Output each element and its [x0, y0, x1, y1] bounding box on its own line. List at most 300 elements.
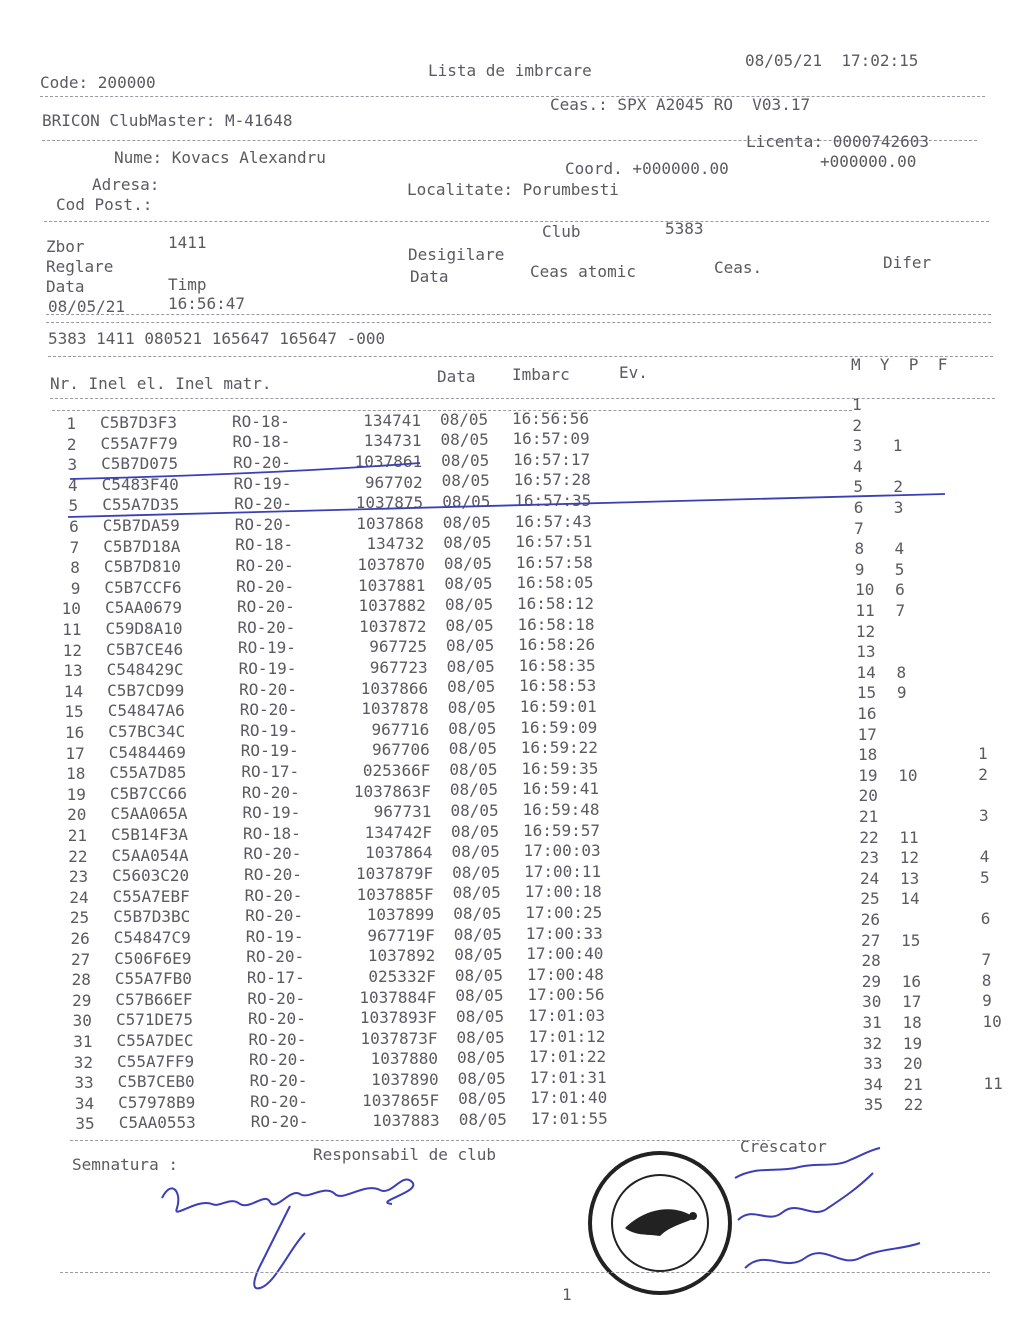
coordinates-label: Coord. +000000.00 — [565, 159, 729, 178]
f-counter: 6 — [980, 909, 991, 928]
electronic-ring: C548429C — [106, 660, 184, 680]
ring-prefix: RO-20- — [236, 576, 295, 596]
m-counter: 12 — [855, 621, 876, 641]
row-number: 13 — [63, 661, 83, 681]
embark-time: 16:57:58 — [515, 552, 593, 572]
embark-date: 08/05 — [456, 1027, 505, 1047]
ring-number: 1037880 — [370, 1049, 439, 1069]
embark-date: 08/05 — [441, 471, 490, 491]
column-header-myf: M Y P F — [851, 355, 948, 374]
ring-number: 1037878 — [361, 699, 429, 719]
embark-time: 17:01:22 — [529, 1047, 607, 1067]
row-number: 4 — [68, 475, 78, 495]
electronic-ring: C5B7DA59 — [102, 515, 180, 535]
row-number: 1 — [66, 414, 76, 433]
ring-prefix: RO-20- — [249, 1050, 307, 1070]
row-number: 7 — [69, 537, 80, 557]
print-datetime: 08/05/21 17:02:15 — [745, 51, 919, 70]
f-counter: 1 — [977, 744, 988, 764]
m-counter: 29 — [861, 971, 882, 991]
ring-number: 134742F — [364, 822, 432, 842]
embark-time: 16:57:17 — [513, 449, 591, 469]
locality-label: Localitate: Porumbesti — [407, 180, 619, 199]
m-counter: 32 — [862, 1033, 883, 1053]
y-counter: 6 — [895, 580, 905, 600]
ring-number: 1037864 — [365, 843, 433, 863]
row-number: 5 — [68, 496, 79, 516]
f-counter: 7 — [981, 950, 992, 970]
embark-time: 16:57:35 — [514, 490, 592, 510]
electronic-ring: C59D8A10 — [105, 618, 183, 638]
embark-time: 16:59:48 — [522, 799, 600, 819]
ring-number: 025366F — [362, 760, 431, 780]
electronic-ring: C5483F40 — [101, 474, 179, 494]
electronic-ring: C55A7FF9 — [117, 1051, 195, 1071]
code-label: Code: 200000 — [40, 73, 156, 92]
embark-date: 08/05 — [447, 677, 496, 697]
flight-value: 1411 — [168, 233, 207, 252]
f-counter: 2 — [978, 764, 988, 784]
ring-prefix: RO-19- — [238, 659, 297, 678]
y-counter: 5 — [894, 559, 905, 579]
electronic-ring: C55A7EBF — [112, 886, 190, 906]
m-counter: 21 — [859, 807, 879, 826]
time-label: Timp — [168, 275, 207, 294]
embark-time: 17:00:48 — [526, 964, 604, 984]
ring-number: 1037879F — [356, 863, 434, 883]
m-counter: 16 — [857, 704, 877, 723]
m-counter: 33 — [863, 1054, 883, 1074]
y-counter: 11 — [899, 827, 919, 847]
embark-date: 08/05 — [455, 986, 504, 1006]
embark-date: 08/05 — [453, 904, 502, 923]
row-number: 28 — [71, 970, 91, 990]
embark-time: 16:58:53 — [519, 676, 597, 696]
ring-prefix: RO-19- — [240, 720, 299, 740]
m-counter: 27 — [861, 930, 881, 950]
electronic-ring: C5AA065A — [110, 804, 188, 824]
ring-number: 1037863F — [353, 781, 431, 801]
m-counter: 26 — [860, 910, 881, 929]
electronic-ring: C5B7D3BC — [113, 907, 191, 927]
m-counter: 7 — [854, 518, 864, 538]
ring-prefix: RO-20- — [250, 1091, 308, 1111]
embark-date: 08/05 — [457, 1068, 506, 1088]
ring-number: 134741 — [363, 410, 421, 430]
m-counter: 30 — [862, 992, 882, 1012]
ring-number: 1037882 — [358, 596, 426, 616]
ring-prefix: RO-17- — [246, 968, 305, 987]
y-counter: 17 — [902, 992, 922, 1012]
embark-date: 08/05 — [450, 801, 499, 820]
y-counter: 8 — [896, 662, 907, 682]
f-counter: 10 — [982, 1012, 1002, 1031]
row-number: 16 — [64, 723, 85, 742]
embark-date: 08/05 — [452, 883, 501, 903]
embark-date: 08/05 — [453, 924, 502, 944]
ring-number: 1037868 — [356, 513, 424, 533]
embark-date: 08/05 — [454, 945, 503, 965]
separator — [60, 1272, 990, 1273]
embark-date: 08/05 — [446, 636, 495, 656]
embark-date: 08/05 — [440, 409, 489, 429]
ring-number: 1037890 — [371, 1069, 439, 1089]
ring-prefix: RO-18- — [232, 411, 290, 431]
electronic-ring: C5B14F3A — [111, 824, 189, 844]
setting-label: Reglare — [46, 257, 114, 276]
m-counter: 17 — [857, 724, 877, 744]
f-counter: 5 — [980, 867, 990, 887]
row-number: 15 — [64, 702, 84, 722]
m-counter: 9 — [854, 559, 865, 579]
embark-time: 16:57:09 — [512, 429, 590, 449]
document-title: Lista de imbrcare — [428, 61, 592, 80]
embark-date: 08/05 — [448, 718, 497, 738]
ring-prefix: RO-20- — [245, 906, 303, 926]
y-counter: 14 — [900, 889, 920, 909]
row-number: 14 — [63, 681, 84, 701]
embark-time: 16:58:35 — [518, 655, 596, 675]
y-counter: 12 — [899, 848, 919, 868]
embark-date: 08/05 — [447, 698, 496, 717]
embark-date: 08/05 — [452, 862, 501, 882]
y-counter: 4 — [894, 539, 905, 559]
ring-number: 1037892 — [367, 946, 436, 966]
electronic-ring: C57978B9 — [118, 1092, 196, 1112]
embark-time: 16:58:12 — [516, 593, 594, 613]
ring-number: 025332F — [368, 966, 436, 986]
ring-number: 1037875 — [355, 493, 424, 513]
m-counter: 31 — [862, 1013, 882, 1032]
ring-number: 1037884F — [359, 987, 437, 1007]
flight-code-line: 5383 1411 080521 165647 165647 -000 — [48, 329, 386, 348]
flight-label: Zbor — [46, 237, 85, 256]
club-stamp — [585, 1148, 735, 1298]
ring-prefix: RO-19- — [233, 473, 292, 493]
embark-time: 16:57:51 — [515, 532, 593, 552]
ring-prefix: RO-20- — [244, 865, 302, 884]
row-number: 10 — [61, 599, 81, 619]
ring-prefix: RO-20- — [250, 1112, 309, 1132]
ring-prefix: RO-18- — [243, 823, 301, 843]
ring-number: 1037870 — [357, 554, 425, 574]
m-counter: 23 — [859, 848, 879, 868]
electronic-ring: C54847C9 — [113, 927, 191, 947]
ring-number: 1037881 — [357, 575, 426, 595]
ring-prefix: RO-17- — [241, 762, 300, 781]
embark-date: 08/05 — [444, 574, 493, 594]
ring-prefix: RO-20- — [244, 885, 303, 905]
electronic-ring: C5484469 — [108, 742, 186, 762]
electronic-ring: C5B7D18A — [103, 536, 181, 556]
column-header-date: Data — [437, 367, 476, 386]
column-header-embark: Imbarc — [512, 365, 570, 384]
clubmaster-label: BRICON ClubMaster: M-41648 — [42, 111, 293, 130]
setting-date: 08/05/21 — [48, 297, 126, 316]
embark-date: 08/05 — [458, 1110, 507, 1129]
clock-col-label: Ceas. — [714, 258, 763, 277]
m-counter: 6 — [853, 498, 864, 517]
embark-date: 08/05 — [443, 553, 493, 573]
row-number: 27 — [71, 949, 91, 969]
electronic-ring: C5B7CC66 — [109, 783, 187, 803]
electronic-ring: C57BC34C — [108, 721, 186, 741]
ring-prefix: RO-20- — [239, 679, 297, 699]
ring-prefix: RO-19- — [238, 638, 296, 658]
row-number: 23 — [68, 867, 89, 887]
embark-date: 08/05 — [455, 1007, 505, 1026]
m-counter: 8 — [854, 539, 865, 559]
ring-prefix: RO-20- — [237, 617, 296, 637]
ring-prefix: RO-19- — [240, 741, 299, 761]
row-number: 25 — [69, 908, 90, 928]
embark-time: 16:59:41 — [521, 779, 599, 799]
y-counter: 19 — [902, 1033, 923, 1053]
row-number: 30 — [72, 1011, 92, 1031]
postal-code-label: Cod Post.: — [56, 195, 153, 214]
m-counter: 11 — [855, 601, 875, 620]
embark-time: 16:59:09 — [520, 717, 598, 737]
row-number: 35 — [75, 1114, 95, 1134]
embark-date: 08/05 — [442, 512, 491, 532]
embark-date: 08/05 — [440, 430, 489, 450]
row-number: 20 — [67, 805, 87, 825]
f-counter: 4 — [979, 847, 990, 867]
embark-time: 16:59:22 — [520, 738, 598, 758]
y-counter: 20 — [903, 1054, 923, 1074]
signature-label: Semnatura : — [72, 1155, 178, 1174]
setting-time: 16:56:47 — [168, 294, 246, 313]
ring-prefix: RO-20- — [236, 597, 295, 617]
embark-date: 08/05 — [442, 492, 491, 511]
ring-number: 967706 — [372, 740, 430, 760]
embark-date: 08/05 — [448, 739, 497, 759]
difference-label: Difer — [883, 253, 932, 272]
owner-name: Nume: Kovacs Alexandru — [114, 148, 326, 167]
unsealing-label: Desigilare — [408, 245, 505, 264]
electronic-ring: C5B7CEB0 — [117, 1072, 195, 1092]
electronic-ring: C55A7DEC — [116, 1030, 194, 1050]
ring-prefix: RO-20- — [234, 494, 292, 514]
y-counter: 18 — [902, 1013, 922, 1032]
electronic-ring: C54847A6 — [107, 701, 185, 721]
row-number: 17 — [65, 743, 85, 763]
electronic-ring: C55A7F79 — [100, 433, 178, 453]
m-counter: 34 — [863, 1074, 883, 1094]
embark-time: 17:00:11 — [524, 861, 602, 881]
ring-prefix: RO-20- — [233, 453, 291, 472]
electronic-ring: C5B7D3F3 — [100, 412, 178, 432]
ring-prefix: RO-19- — [242, 803, 301, 823]
date-label: Data — [46, 277, 85, 296]
ring-number: 967725 — [369, 637, 428, 657]
ring-prefix: RO-20- — [248, 1029, 307, 1049]
embark-time: 17:01:12 — [528, 1026, 606, 1046]
y-counter: 7 — [895, 601, 906, 620]
electronic-ring: C5B7CD99 — [107, 680, 185, 700]
embark-time: 17:01:55 — [530, 1108, 608, 1128]
electronic-ring: C5AA054A — [111, 845, 189, 865]
ring-prefix: RO-19- — [245, 926, 304, 946]
licence-label: Licenta: 0000742603 — [746, 132, 930, 151]
row-number: 8 — [70, 558, 80, 578]
page-number: 1 — [562, 1285, 572, 1304]
embark-time: 17:00:40 — [526, 944, 604, 964]
embark-time: 16:58:26 — [518, 635, 596, 655]
electronic-ring: C5AA0553 — [118, 1113, 196, 1133]
embark-time: 16:58:18 — [517, 614, 595, 634]
embark-time: 17:01:31 — [529, 1067, 607, 1087]
ring-prefix: RO-20- — [234, 514, 293, 534]
m-counter: 15 — [856, 683, 877, 703]
f-counter: 3 — [979, 806, 989, 825]
m-counter: 19 — [858, 765, 878, 785]
ring-number: 1037872 — [359, 616, 427, 636]
club-manager-label: Responsabil de club — [313, 1145, 497, 1164]
embark-date: 08/05 — [445, 615, 494, 635]
ring-prefix: RO-20- — [247, 1009, 306, 1029]
embark-date: 08/05 — [441, 450, 490, 470]
embark-time: 17:00:56 — [527, 985, 605, 1005]
club-label: Club — [542, 222, 581, 241]
embark-time: 16:59:35 — [521, 758, 599, 778]
y-counter: 2 — [893, 477, 904, 497]
embark-time: 17:00:03 — [523, 841, 601, 861]
ring-prefix: RO-20- — [243, 844, 302, 864]
electronic-ring: C5B7CE46 — [106, 639, 184, 659]
y-counter: 10 — [898, 765, 918, 785]
row-number: 2 — [66, 434, 77, 454]
embark-date: 08/05 — [451, 821, 500, 841]
m-counter: 2 — [852, 415, 862, 435]
electronic-ring: C5B7D075 — [101, 454, 179, 474]
ring-number: 1037865F — [362, 1090, 440, 1110]
breeder-label: Crescator — [740, 1137, 827, 1156]
ring-prefix: RO-20- — [246, 947, 305, 967]
f-counter: 11 — [983, 1073, 1003, 1093]
ring-number: 1037885F — [356, 884, 434, 904]
ring-prefix: RO-18- — [235, 535, 294, 555]
row-number: 24 — [69, 887, 89, 907]
embark-time: 16:58:05 — [516, 573, 594, 593]
y-counter: 9 — [896, 683, 907, 703]
embark-date: 08/05 — [449, 780, 499, 800]
embark-time: 16:57:28 — [513, 470, 591, 490]
embark-date: 08/05 — [444, 595, 494, 614]
embark-date: 08/05 — [458, 1089, 507, 1109]
embark-time: 16:59:01 — [519, 696, 597, 716]
row-number: 9 — [70, 578, 81, 598]
row-number: 21 — [67, 826, 87, 845]
unsealing-date-label: Data — [410, 267, 449, 286]
address-label: Adresa: — [92, 175, 160, 194]
embark-time: 16:59:57 — [523, 820, 601, 840]
electronic-ring: C55A7FB0 — [114, 969, 192, 989]
f-counter: 9 — [982, 991, 992, 1011]
ring-number: 967716 — [371, 719, 430, 739]
electronic-ring: C5B7CCF6 — [104, 577, 182, 597]
ring-number: 1037883 — [372, 1111, 440, 1131]
embark-date: 08/05 — [457, 1048, 506, 1068]
electronic-ring: C5AA0679 — [104, 598, 182, 618]
row-number: 32 — [73, 1052, 94, 1072]
m-counter: 10 — [855, 580, 875, 600]
m-counter: 1 — [852, 395, 862, 414]
embark-date: 08/05 — [451, 842, 500, 862]
embark-date: 08/05 — [443, 533, 492, 553]
club-value: 5383 — [665, 219, 704, 238]
ring-number: 967702 — [364, 472, 423, 492]
row-number: 19 — [66, 784, 86, 804]
m-counter: 3 — [852, 436, 863, 456]
ring-number: 967723 — [369, 657, 428, 677]
ring-number: 967731 — [373, 802, 432, 822]
electronic-ring: C57B66EF — [115, 989, 193, 1009]
electronic-ring: C506F6E9 — [114, 948, 192, 968]
row-number: 34 — [74, 1093, 95, 1113]
f-counter: 8 — [981, 970, 992, 990]
electronic-ring: C5B7D810 — [103, 557, 181, 577]
ring-number: 1037866 — [360, 678, 429, 698]
ring-number: 1037873F — [360, 1028, 438, 1048]
electronic-ring: C571DE75 — [115, 1010, 193, 1030]
embark-time: 17:00:33 — [525, 923, 603, 943]
row-number: 31 — [73, 1032, 93, 1051]
row-number: 22 — [68, 846, 88, 866]
embark-date: 08/05 — [454, 965, 504, 985]
row-number: 6 — [69, 517, 79, 536]
clock-label: Ceas.: SPX A2045 RO V03.17 — [550, 95, 811, 114]
ring-prefix: RO-20- — [241, 782, 300, 802]
m-counter: 35 — [863, 1095, 884, 1115]
atomic-clock-label: Ceas atomic — [530, 262, 636, 281]
ring-prefix: RO-20- — [239, 700, 298, 720]
coordinates-value: +000000.00 — [820, 152, 917, 171]
embark-time: 17:01:40 — [530, 1088, 608, 1108]
m-counter: 25 — [860, 889, 880, 909]
m-counter: 4 — [853, 456, 863, 476]
embark-date: 08/05 — [449, 759, 498, 779]
row-number: 33 — [74, 1073, 94, 1093]
ring-prefix: RO-20- — [235, 556, 294, 575]
ring-prefix: RO-20- — [249, 1071, 308, 1090]
embark-time: 16:57:43 — [514, 511, 592, 531]
y-counter: 13 — [900, 868, 920, 888]
electronic-ring: C55A7D85 — [109, 763, 187, 783]
m-counter: 24 — [860, 868, 880, 888]
embark-date: 08/05 — [446, 656, 495, 676]
y-counter: 22 — [903, 1095, 924, 1115]
m-counter: 5 — [853, 477, 864, 497]
row-number: 18 — [66, 764, 86, 784]
ring-number: 134732 — [366, 534, 425, 554]
y-counter: 21 — [903, 1074, 923, 1094]
row-number: 29 — [72, 990, 92, 1010]
row-number: 3 — [67, 455, 78, 475]
ring-number: 1037861 — [354, 451, 423, 471]
embark-time: 17:01:03 — [527, 1005, 605, 1025]
y-counter: 1 — [892, 436, 903, 456]
ring-number: 967719F — [367, 925, 435, 945]
ring-prefix: RO-20- — [247, 988, 306, 1008]
embark-time: 17:00:25 — [525, 902, 603, 922]
y-counter: 16 — [901, 971, 922, 991]
ring-number: 134731 — [363, 431, 422, 451]
m-counter: 18 — [857, 745, 878, 765]
ring-number: 1037899 — [366, 905, 435, 925]
m-counter: 13 — [856, 642, 876, 662]
m-counter: 20 — [858, 786, 878, 806]
